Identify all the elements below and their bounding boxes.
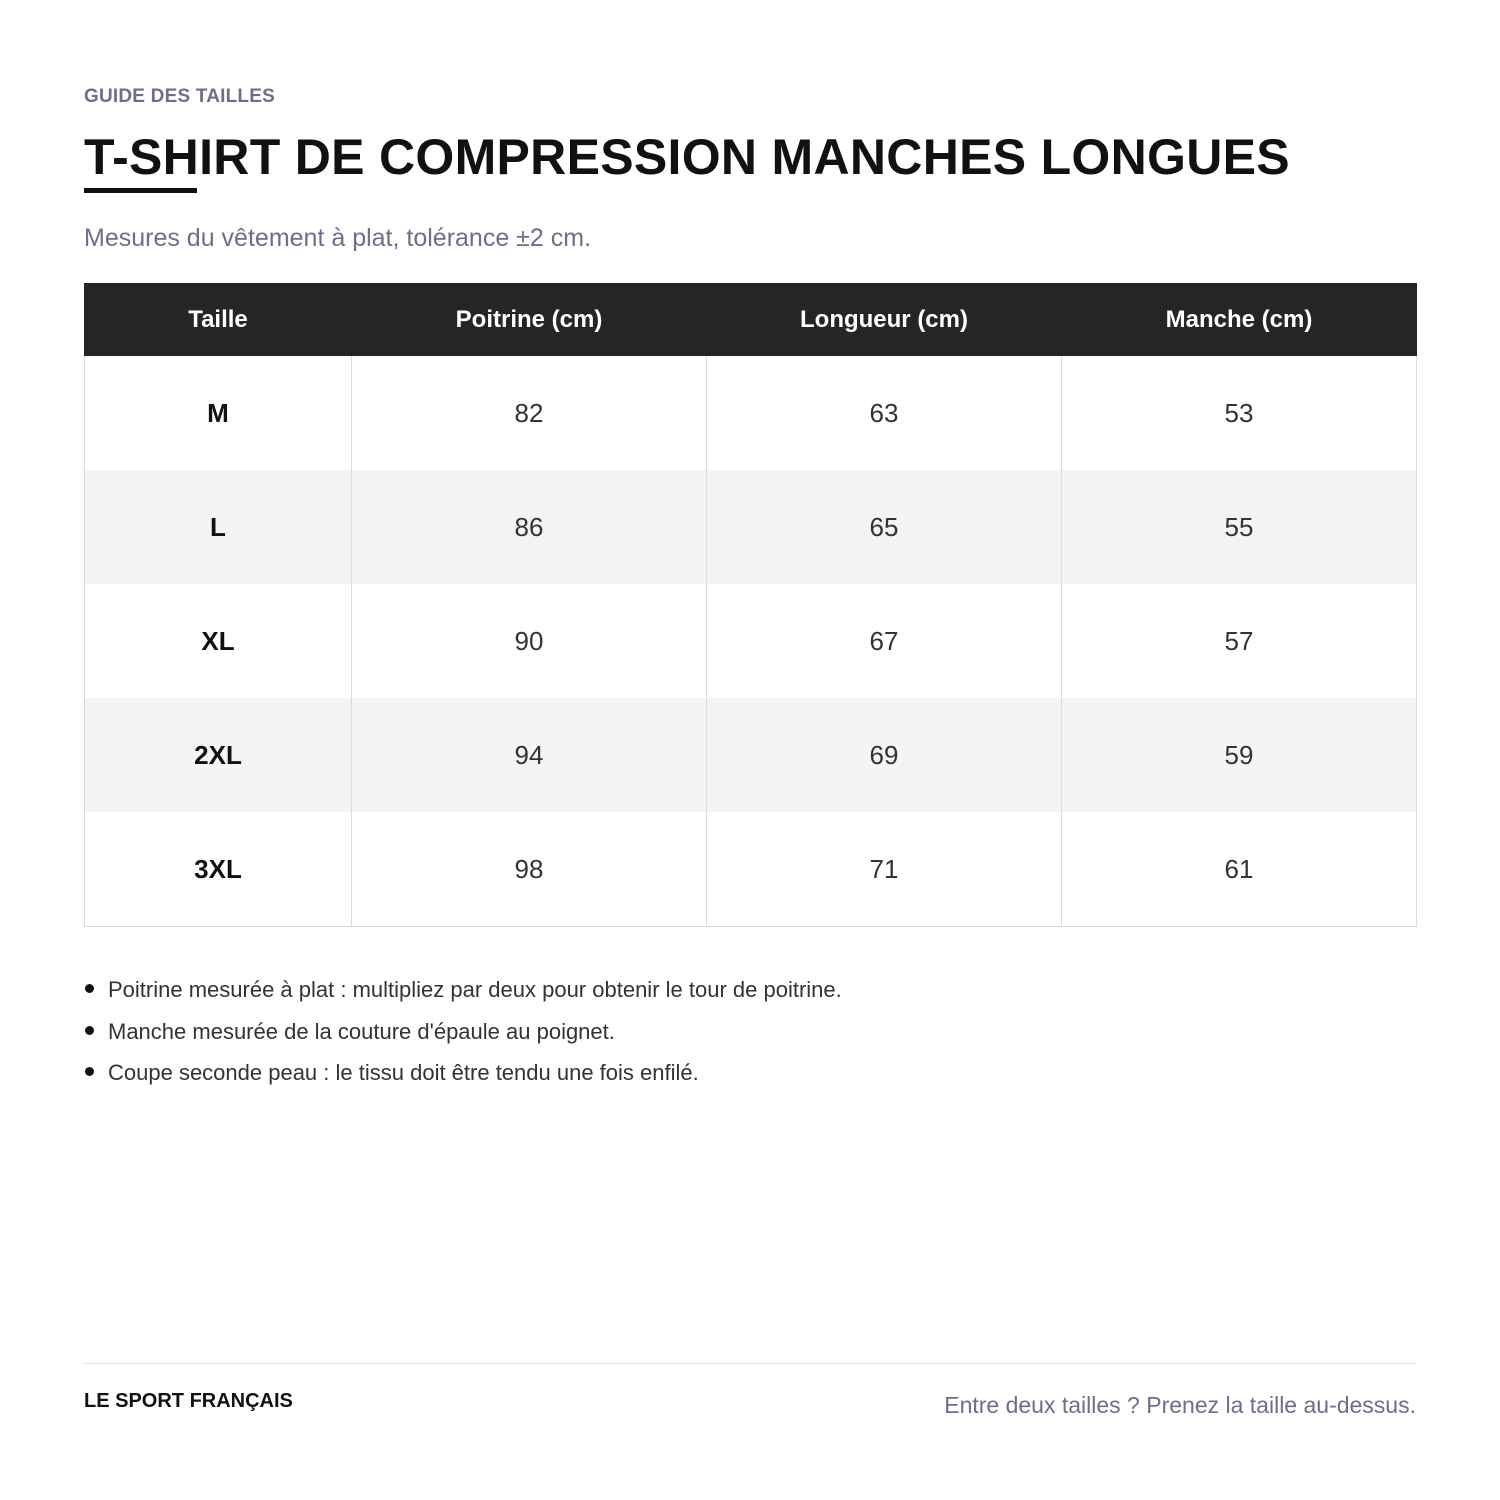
column-header-length: Longueur (cm) [707,284,1062,356]
length-cell: 69 [707,698,1062,812]
size-cell: XL [85,584,352,698]
length-cell: 65 [707,470,1062,584]
chest-cell: 86 [352,470,707,584]
note-text: Manche mesurée de la couture d'épaule au poignet. [108,1018,615,1044]
note-text: Coupe seconde peau : le tissu doit être tendu une fois enfilé. [108,1060,699,1085]
table-row [85,356,1417,471]
sleeve-cell: 55 [1062,470,1417,584]
footer-note: Entre deux tailles ? Prenez la taille au-dessus. [944,1392,1416,1418]
size-cell: L [85,470,352,584]
size-guide-page [84,0,1416,1500]
table-row [85,470,1417,584]
sleeve-cell: 53 [1062,356,1417,471]
size-cell: 2XL [85,698,352,812]
eyebrow-label: GUIDE DES TAILLES [84,86,275,107]
chest-cell: 82 [352,356,707,471]
size-table [84,283,1417,927]
size-cell: 3XL [85,812,352,927]
notes-list [84,972,842,1097]
bullet-icon [85,984,94,993]
table-row [85,812,1417,927]
length-cell: 67 [707,584,1062,698]
title-underline [84,188,197,193]
sleeve-cell: 57 [1062,584,1417,698]
sleeve-cell: 61 [1062,812,1417,927]
note-text: Poitrine mesurée à plat : multipliez par deux pour obtenir le tour de poitrine. [108,977,842,1002]
list-item [84,1055,842,1097]
column-header-sleeve: Manche (cm) [1062,284,1417,356]
page-subtitle: Mesures du vêtement à plat, tolérance ±2 cm. [84,224,592,252]
column-header-chest: Poitrine (cm) [352,284,707,356]
chest-cell: 98 [352,812,707,927]
table-row [85,698,1417,812]
brand-name: LE SPORT FRANÇAIS [84,1390,293,1412]
table-header-row [85,284,1417,356]
chest-cell: 90 [352,584,707,698]
column-header-size: Taille [85,284,352,356]
chest-cell: 94 [352,698,707,812]
table-row [85,584,1417,698]
footer-divider [84,1363,1416,1364]
list-item [84,1014,842,1056]
page-title: T-SHIRT DE COMPRESSION MANCHES LONGUES [84,129,1290,185]
size-cell: M [85,356,352,471]
sleeve-cell: 59 [1062,698,1417,812]
bullet-icon [85,1067,94,1076]
length-cell: 71 [707,812,1062,927]
length-cell: 63 [707,356,1062,471]
list-item [84,972,842,1014]
bullet-icon [85,1026,94,1035]
